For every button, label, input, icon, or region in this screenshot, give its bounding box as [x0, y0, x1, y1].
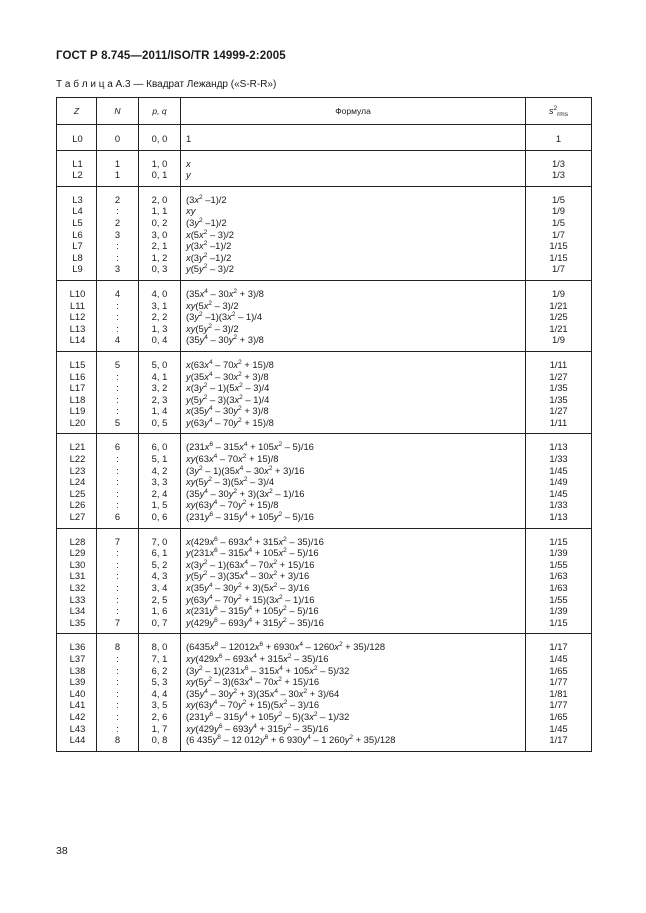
srms-value-cell — [526, 125, 592, 151]
srms-value: 1/45 — [549, 652, 568, 664]
order-n: 1 — [114, 157, 121, 169]
formula: (6 $435y^8 - 12$ $012y^6 + 6$ $930y^4 - 1$ $260y^2 + 35)/128$ — [186, 734, 396, 746]
powers-pq: 4, 0 — [151, 287, 168, 299]
formula: $(35x^4 - 30x^2 + 3)/8$ — [186, 287, 264, 299]
srms-value: 1/5 — [551, 216, 566, 228]
formula-cell — [181, 634, 526, 751]
col-header-n: N — [97, 98, 139, 125]
srms-value: 1/9 — [551, 287, 566, 299]
formula: $y(429y^6 - 693y^4 + 315y^2 - 35)/16$ — [186, 616, 324, 628]
powers-pq: 0, 8 — [151, 734, 168, 746]
formula: $xy(63y^4 - 70y^2 + 15)/8$ — [186, 499, 279, 511]
srms-value: 1/7 — [551, 263, 566, 275]
srms-value-cell — [526, 351, 592, 434]
zernike-index: L3 — [72, 193, 83, 205]
srms-value: 1/21 — [549, 322, 568, 334]
srms-value: 1/35 — [549, 382, 568, 394]
zernike-index: L29 — [69, 547, 86, 559]
formula: $x(63x^4 - 70x^2 + 15)/8$ — [186, 358, 274, 370]
powers-pq: 0, 0 — [151, 133, 168, 144]
order-n: : — [116, 240, 119, 252]
powers-pq-cell — [139, 150, 181, 186]
order-n-cell — [97, 528, 139, 634]
zernike-index: L30 — [69, 558, 86, 570]
zernike-index-cell — [57, 634, 97, 751]
zernike-index: L15 — [69, 358, 86, 370]
table-row-group — [57, 528, 592, 634]
formula: $y(63y^4 - 70y^2 + 15)/8$ — [186, 416, 274, 428]
powers-pq-cell — [139, 125, 181, 151]
zernike-index: L39 — [69, 676, 86, 688]
srms-value: 1/15 — [549, 240, 568, 252]
zernike-index: L26 — [69, 499, 86, 511]
order-n-cell — [97, 434, 139, 528]
powers-pq: 0, 2 — [151, 216, 168, 228]
legendre-table — [56, 97, 592, 752]
zernike-index: L6 — [72, 228, 83, 240]
srms-value: 1/45 — [549, 487, 568, 499]
order-n: : — [116, 251, 119, 263]
powers-pq-cell — [139, 186, 181, 280]
powers-pq: 6, 1 — [151, 547, 168, 559]
order-n: : — [116, 699, 119, 711]
order-n: : — [116, 570, 119, 582]
zernike-index: L31 — [69, 570, 86, 582]
powers-pq: 1, 7 — [151, 722, 168, 734]
powers-pq: 2, 5 — [151, 593, 168, 605]
srms-value: 1/17 — [549, 641, 568, 653]
order-n-cell — [97, 351, 139, 434]
order-n: 7 — [114, 535, 121, 547]
powers-pq-cell — [139, 280, 181, 351]
table-row-group — [57, 150, 592, 186]
formula: x — [186, 157, 191, 169]
powers-pq: 3, 3 — [151, 476, 168, 488]
srms-value-cell — [526, 280, 592, 351]
powers-pq: 0, 1 — [151, 169, 168, 181]
table-row-group — [57, 280, 592, 351]
zernike-index: L20 — [69, 416, 86, 428]
formula-cell — [181, 528, 526, 634]
order-n: : — [116, 664, 119, 676]
table-row-group — [57, 186, 592, 280]
powers-pq: 6, 0 — [151, 441, 168, 453]
powers-pq: 2, 6 — [151, 710, 168, 722]
powers-pq: 8, 0 — [151, 641, 168, 653]
order-n: : — [116, 476, 119, 488]
srms-value: 1/33 — [549, 453, 568, 465]
formula: $y(3x^2$ –1)/2 — [186, 240, 232, 252]
srms-value: 1/65 — [549, 710, 568, 722]
formula: $xy(5y^2 - 3)(63x^4 - 70x^2 + 15)/16$ — [186, 676, 320, 688]
formula-cell — [181, 351, 526, 434]
zernike-index: L33 — [69, 593, 86, 605]
zernike-index-cell — [57, 434, 97, 528]
zernike-index: L35 — [69, 616, 86, 628]
col-header-z: Z — [57, 98, 97, 125]
zernike-index: L1 — [72, 157, 83, 169]
srms-value: 1/45 — [549, 722, 568, 734]
powers-pq: 5, 2 — [151, 558, 168, 570]
formula-cell — [181, 150, 526, 186]
powers-pq: 1, 3 — [151, 322, 168, 334]
srms-value: 1/21 — [549, 299, 568, 311]
formula: $x(3y^2 - 1)(5x^2 - 3)/4$ — [186, 382, 270, 394]
srms-value: 1/5 — [551, 193, 566, 205]
zernike-index-cell — [57, 351, 97, 434]
powers-pq: 0, 3 — [151, 263, 168, 275]
table-row-group — [57, 634, 592, 751]
formula: $y(5y^2 - 3)(35x^4 - 30x^2 + 3)/16$ — [186, 570, 310, 582]
formula: $x(5x^2 - 3)/2$ — [186, 228, 234, 240]
formula: 1 — [186, 133, 192, 144]
srms-value-cell — [526, 434, 592, 528]
order-n: : — [116, 582, 119, 593]
order-n: : — [116, 605, 119, 617]
order-n: : — [116, 370, 119, 382]
order-n-cell — [97, 125, 139, 151]
srms-value: 1/81 — [549, 687, 568, 699]
col-header-formula: Формула — [181, 98, 526, 125]
order-n: 2 — [114, 193, 121, 205]
powers-pq: 0, 4 — [151, 334, 168, 346]
order-n-cell — [97, 186, 139, 280]
zernike-index-cell — [57, 150, 97, 186]
powers-pq: 1, 0 — [151, 157, 168, 169]
powers-pq: 1, 6 — [151, 605, 168, 617]
formula: $y(5y^2 - 3)/2$ — [186, 263, 234, 275]
powers-pq: 1, 4 — [151, 405, 168, 417]
powers-pq: 5, 0 — [151, 358, 168, 370]
srms-value: 1/39 — [549, 547, 568, 559]
powers-pq: 3, 4 — [151, 582, 168, 593]
srms-value: 1/33 — [549, 499, 568, 511]
order-n: 0 — [114, 133, 121, 144]
zernike-index: L0 — [72, 133, 83, 144]
order-n: : — [116, 299, 119, 311]
order-n: 8 — [114, 641, 121, 653]
srms-value: 1/49 — [549, 476, 568, 488]
order-n: : — [116, 453, 119, 465]
powers-pq: 5, 1 — [151, 453, 168, 465]
powers-pq: 3, 1 — [151, 299, 168, 311]
zernike-index: L17 — [69, 382, 86, 394]
order-n: : — [116, 710, 119, 722]
zernike-index: L42 — [69, 710, 86, 722]
srms-value: 1/63 — [549, 582, 568, 593]
srms-value: 1/15 — [549, 535, 568, 547]
zernike-index: L18 — [69, 393, 86, 405]
zernike-index: L40 — [69, 687, 86, 699]
order-n: 4 — [114, 334, 121, 346]
srms-value-cell — [526, 186, 592, 280]
order-n: : — [116, 393, 119, 405]
powers-pq: 2, 2 — [151, 311, 168, 323]
order-n-cell — [97, 280, 139, 351]
zernike-index: L25 — [69, 487, 86, 499]
order-n: : — [116, 547, 119, 559]
srms-value: 1/77 — [549, 676, 568, 688]
order-n: : — [116, 322, 119, 334]
zernike-index: L12 — [69, 311, 86, 323]
srms-value: 1/63 — [549, 570, 568, 582]
srms-value-cell — [526, 528, 592, 634]
zernike-index: L43 — [69, 722, 86, 734]
table-row-group — [57, 351, 592, 434]
srms-value: 1/27 — [549, 370, 568, 382]
powers-pq: 6, 2 — [151, 664, 168, 676]
zernike-index: L9 — [72, 263, 83, 275]
document-header: ГОСТ Р 8.745—2011/ISO/TR 14999-2:2005 — [56, 50, 286, 62]
srms-value: 1/55 — [549, 593, 568, 605]
zernike-index: L8 — [72, 251, 83, 263]
zernike-index: L10 — [69, 287, 86, 299]
table-header-row — [57, 98, 592, 125]
formula: $(3y^2 - 1)(231x^6 - 315x^4 + 105x^2 - 5)/32$ — [186, 664, 350, 676]
order-n: : — [116, 205, 119, 217]
srms-value: 1/39 — [549, 605, 568, 617]
powers-pq: 7, 0 — [151, 535, 168, 547]
formula: $(231x^6 - 315x^4 + 105x^2 - 5)/16$ — [186, 441, 314, 453]
formula: xy — [186, 205, 196, 217]
table-caption: Т а б л и ц а А.3 — Квадрат Лежандр («S-R-R») — [56, 79, 277, 90]
zernike-index: L4 — [72, 205, 83, 217]
powers-pq: 1, 2 — [151, 251, 168, 263]
powers-pq: 3, 0 — [151, 228, 168, 240]
srms-value: 1/13 — [549, 511, 568, 523]
order-n: : — [116, 722, 119, 734]
powers-pq: 2, 3 — [151, 393, 168, 405]
srms-value: 1/65 — [549, 664, 568, 676]
order-n: 4 — [114, 287, 121, 299]
page-number: 38 — [56, 845, 68, 857]
powers-pq: 3, 2 — [151, 382, 168, 394]
table-body — [57, 125, 592, 752]
formula: $x(35y^4 - 30y^2 + 3)(5x^2 - 3)/16$ — [186, 582, 310, 593]
zernike-index: L7 — [72, 240, 83, 252]
order-n: : — [116, 382, 119, 394]
col-header-srms: $s^2_{rms}$ — [526, 98, 592, 125]
zernike-index: L13 — [69, 322, 86, 334]
order-n-cell — [97, 150, 139, 186]
srms-value: 1/45 — [549, 464, 568, 476]
powers-pq: 4, 4 — [151, 687, 168, 699]
powers-pq: 2, 1 — [151, 240, 168, 252]
srms-value: 1/3 — [551, 157, 566, 169]
zernike-index-cell — [57, 186, 97, 280]
powers-pq-cell — [139, 351, 181, 434]
formula: $(231y^6 - 315y^4 + 105y^2 - 5)/16$ — [186, 511, 314, 523]
formula: $(35y^4 - 30y^2 + 3)/8$ — [186, 334, 264, 346]
formula: $x(3y^2$ –1)/2 — [186, 251, 232, 263]
powers-pq: 1, 5 — [151, 499, 168, 511]
zernike-index: L36 — [69, 641, 86, 653]
zernike-index: L5 — [72, 216, 83, 228]
powers-pq: 5, 3 — [151, 676, 168, 688]
powers-pq-cell — [139, 528, 181, 634]
formula: $xy(5y^2 - 3)(5x^2 - 3)/4$ — [186, 476, 275, 488]
order-n: 8 — [114, 734, 121, 746]
srms-value: 1/15 — [549, 616, 568, 628]
col-header-pq: p, q — [139, 98, 181, 125]
srms-value: 1/55 — [549, 558, 568, 570]
formula: $xy(5y^2 - 3)/2$ — [186, 322, 239, 334]
srms-value: 1/27 — [549, 405, 568, 417]
formula: $xy(63y^4 - 70y^2 + 15)(5x^2 - 3)/16$ — [186, 699, 320, 711]
order-n: : — [116, 676, 119, 688]
powers-pq: 7, 1 — [151, 652, 168, 664]
zernike-index: L32 — [69, 582, 86, 593]
powers-pq: 2, 0 — [151, 193, 168, 205]
formula: $xy(63x^4 - 70x^2 + 15)/8$ — [186, 453, 279, 465]
order-n: : — [116, 558, 119, 570]
order-n: : — [116, 687, 119, 699]
order-n: : — [116, 405, 119, 417]
srms-value: 1/3 — [551, 169, 566, 181]
zernike-index-cell — [57, 528, 97, 634]
zernike-index: L44 — [69, 734, 86, 746]
order-n: : — [116, 652, 119, 664]
order-n: 3 — [114, 228, 121, 240]
order-n: 3 — [114, 263, 121, 275]
srms-value: 1/15 — [549, 251, 568, 263]
srms-value-cell — [526, 150, 592, 186]
powers-pq: 0, 6 — [151, 511, 168, 523]
formula: $xy(429x^6 - 693x^4 + 315x^2 - 35)/16$ — [186, 652, 329, 664]
formula-cell — [181, 434, 526, 528]
formula: $x(35y^4 - 30y^2 + 3)/8$ — [186, 405, 269, 417]
powers-pq-cell — [139, 434, 181, 528]
srms-value: 1 — [555, 133, 562, 144]
zernike-index: L16 — [69, 370, 86, 382]
formula: $(6435x^8 - 12012x^6 + 6930x^4 - 1260x^2 + 35)/128$ — [186, 641, 386, 653]
order-n: 6 — [114, 441, 121, 453]
zernike-index: L24 — [69, 476, 86, 488]
zernike-index: L23 — [69, 464, 86, 476]
table-row-group — [57, 434, 592, 528]
srms-value: 1/7 — [551, 228, 566, 240]
order-n: : — [116, 593, 119, 605]
order-n: 5 — [114, 416, 121, 428]
order-n: 5 — [114, 358, 121, 370]
zernike-index: L41 — [69, 699, 86, 711]
srms-value: 1/35 — [549, 393, 568, 405]
formula: ($3y^2$ –1)/2 — [186, 216, 227, 228]
powers-pq: 0, 7 — [151, 616, 168, 628]
srms-value-cell — [526, 634, 592, 751]
formula: ($3y^2$ $-1)(3x^2 - 1)/4$ — [186, 311, 263, 323]
formula: $x(429x^6 - 693x^4 + 315x^2 - 35)/16$ — [186, 535, 324, 547]
order-n: 7 — [114, 616, 121, 628]
formula: $(35y^4 - 30y^2 + 3)(3x^2 - 1)/16$ — [186, 487, 305, 499]
zernike-index: L38 — [69, 664, 86, 676]
srms-value: 1/25 — [549, 311, 568, 323]
order-n-cell — [97, 634, 139, 751]
zernike-index: L22 — [69, 453, 86, 465]
formula: $y(231x^6 - 315x^4 + 105x^2 - 5)/16$ — [186, 547, 319, 559]
zernike-index: L19 — [69, 405, 86, 417]
zernike-index: L14 — [69, 334, 86, 346]
order-n: : — [116, 311, 119, 323]
formula: $x(3y^2 - 1)(63x^4 - 70x^2 + 15)/16$ — [186, 558, 315, 570]
srms-value: 1/17 — [549, 734, 568, 746]
powers-pq: 4, 1 — [151, 370, 168, 382]
zernike-index: L37 — [69, 652, 86, 664]
powers-pq: 2, 4 — [151, 487, 168, 499]
zernike-index: L34 — [69, 605, 86, 617]
formula: $xy(429y^6 - 693y^4 + 315y^2 - 35)/16$ — [186, 722, 329, 734]
formula: $y(5y^2 - 3)(3x^2 - 1)/4$ — [186, 393, 270, 405]
zernike-index: L21 — [69, 441, 86, 453]
formula: ($3x^2$ –1)/2 — [186, 193, 227, 205]
zernike-index-cell — [57, 280, 97, 351]
formula: $(3y^2 - 1)(35x^4 - 30x^2 + 3)/16$ — [186, 464, 305, 476]
order-n: : — [116, 487, 119, 499]
powers-pq: 3, 5 — [151, 699, 168, 711]
powers-pq: 1, 1 — [151, 205, 168, 217]
powers-pq: 4, 2 — [151, 464, 168, 476]
order-n: 2 — [114, 216, 121, 228]
powers-pq: 4, 3 — [151, 570, 168, 582]
formula: $(231y^6 - 315y^4 + 105y^2 - 5)(3x^2 - 1)/32$ — [186, 710, 350, 722]
formula: $y(35x^4 - 30x^2 + 3)/8$ — [186, 370, 269, 382]
zernike-index: L28 — [69, 535, 86, 547]
formula: y — [186, 169, 191, 181]
formula: $y(63y^4 - 70y^2 + 15)(3x^2 - 1)/16$ — [186, 593, 315, 605]
srms-value: 1/9 — [551, 334, 566, 346]
order-n: : — [116, 499, 119, 511]
powers-pq: 0, 5 — [151, 416, 168, 428]
zernike-index: L2 — [72, 169, 83, 181]
table-row-group — [57, 125, 592, 151]
powers-pq-cell — [139, 634, 181, 751]
formula-cell — [181, 125, 526, 151]
zernike-index: L11 — [70, 299, 85, 311]
srms-value: 1/13 — [549, 441, 568, 453]
formula: $xy(5x^2 - 3)/2$ — [186, 299, 239, 311]
order-n: : — [116, 464, 119, 476]
srms-value: 1/11 — [549, 358, 568, 370]
formula: $x(231y^6 - 315y^4 + 105y^2 - 5)/16$ — [186, 605, 319, 617]
order-n: 6 — [114, 511, 121, 523]
order-n: 1 — [114, 169, 121, 181]
formula-cell — [181, 186, 526, 280]
srms-value: 1/77 — [549, 699, 568, 711]
zernike-index: L27 — [69, 511, 86, 523]
formula: $(35y^4 - 30y^2 + 3)(35x^4 - 30x^2 + 3)/64$ — [186, 687, 340, 699]
formula-cell — [181, 280, 526, 351]
srms-value: 1/11 — [549, 416, 568, 428]
zernike-index-cell — [57, 125, 97, 151]
srms-value: 1/9 — [551, 205, 566, 217]
